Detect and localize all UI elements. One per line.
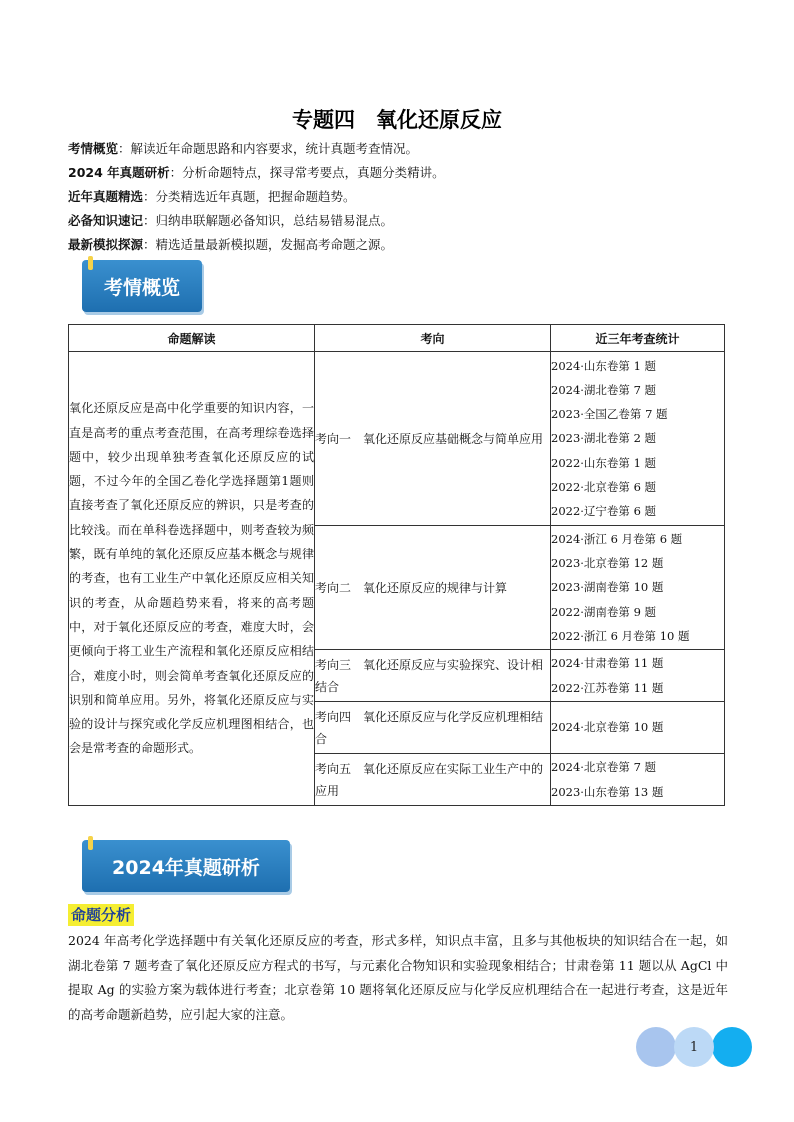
- exam-stats-table: [68, 324, 725, 806]
- analysis-paragraph: 2024 年高考化学选择题中有关氧化还原反应的考查，形式多样，知识点丰富，且多与其他板块的知识结合在一起，如湖北卷第 7 题考查了氧化还原反应方程式的书写，与元素化合物知识和实验现象相结合；甘肃卷第 11 题以从 AgCl 中提取 Ag 的实验方案为载体进行考查；北京卷第 10 题将氧化还原反应与化学反应机理结合在一起进行考查，这是近年的高考命题新趋势，应引起大家的注意。: [68, 933, 728, 1022]
- intro-key: 最新模拟探源: [68, 237, 144, 252]
- refs-cell: [551, 352, 725, 526]
- overview-banner-label: 考情概览: [103, 276, 180, 299]
- ref-item: 2023·北京卷第 12 题: [551, 556, 664, 571]
- refs-cell: [551, 754, 725, 806]
- page-number: 1: [674, 1027, 714, 1067]
- table-row: [69, 352, 725, 526]
- intro-item: [68, 161, 728, 185]
- ref-item: 2024·甘肃卷第 11 题: [551, 656, 664, 671]
- ref-item: 2023·湖北卷第 2 题: [551, 431, 657, 446]
- intro-key: 必备知识速记: [68, 213, 144, 228]
- intro-key: 2024 年真题研析: [68, 165, 170, 180]
- ref-item: 2022·江苏卷第 11 题: [551, 680, 664, 695]
- direction-cell: 考向一 氧化还原反应基础概念与简单应用: [315, 352, 551, 526]
- page-title: 专题四 氧化还原反应: [292, 108, 502, 132]
- decorative-circle: [712, 1027, 752, 1067]
- intro-item: [68, 209, 728, 233]
- ref-item: 2022·浙江 6 月卷第 10 题: [551, 628, 690, 643]
- ref-item: 2022·湖南卷第 9 题: [551, 604, 657, 619]
- ref-item: 2023·山东卷第 13 题: [551, 784, 664, 799]
- header-stats: 近三年考查统计: [551, 325, 725, 352]
- header-direction: 考向: [315, 325, 551, 352]
- ref-item: 2024·北京卷第 10 题: [551, 720, 664, 735]
- page-number-badge: [636, 1027, 752, 1069]
- ref-item: 2022·辽宁卷第 6 题: [551, 504, 657, 518]
- refs-cell: [551, 526, 725, 650]
- overview-banner: [82, 260, 202, 312]
- direction-cell: 考向三 氧化还原反应与实验探究、设计相结合: [315, 650, 551, 702]
- intro-list: [68, 137, 728, 257]
- intro-item: [68, 137, 728, 161]
- ref-item: 2024·山东卷第 1 题: [551, 358, 657, 373]
- interpretation-cell: 氧化还原反应是高中化学重要的知识内容，一直是高考的重点考查范围，在高考理综卷选择题中，较少出现单独考查氧化还原反应的试题，不过今年的全国乙卷化学选择题第1题则直接考查了氧化还原反应的辨识，只是考查的比较浅。而在单科卷选择题中，则考查较为频繁，既有单纯的氧化还原反应基本概念与规律的考查，也有工业生产中氧化还原反应相关知识的考查，从命题趋势来看，将来的高考题中，对于氧化还原反应的考查，难度大时，会更倾向于将工业生产流程和氧化还原反应相结合，难度小时，则会简单考查氧化还原反应的识别和简单应用。另外，将氧化还原反应与实验的设计与探究或化学反应机理图相结合，也会是常考查的命题形式。: [69, 352, 315, 806]
- intro-text: ：归纳串联解题必备知识，总结易错易混点。: [143, 213, 394, 228]
- intro-text: ：精选适量最新模拟题，发掘高考命题之源。: [143, 237, 394, 252]
- intro-text: ：分类精选近年真题，把握命题趋势。: [143, 189, 356, 204]
- intro-key: 近年真题精选: [68, 189, 144, 204]
- section-heading: 命题分析: [68, 904, 134, 926]
- intro-item: [68, 185, 728, 209]
- direction-cell: 考向二 氧化还原反应的规律与计算: [315, 526, 551, 650]
- direction-cell: 考向四 氧化还原反应与化学反应机理相结合: [315, 702, 551, 754]
- analysis-banner: [82, 840, 290, 892]
- intro-text: ：解读近年命题思路和内容要求，统计真题考查情况。: [118, 141, 419, 156]
- refs-cell: [551, 650, 725, 702]
- ref-item: 2024·湖北卷第 7 题: [551, 382, 657, 397]
- ref-item: 2023·全国乙卷第 7 题: [551, 407, 668, 422]
- decorative-circle: [636, 1027, 676, 1067]
- analysis-banner-label: 2024年真题研析: [112, 856, 260, 879]
- ref-item: 2024·浙江 6 月卷第 6 题: [551, 531, 683, 546]
- ref-item: 2024·北京卷第 7 题: [551, 760, 657, 775]
- intro-key: 考情概览: [68, 141, 119, 156]
- intro-item: [68, 233, 728, 257]
- ref-item: 2022·山东卷第 1 题: [551, 455, 657, 470]
- direction-cell: 考向五 氧化还原反应在实际工业生产中的应用: [315, 754, 551, 806]
- ref-item: 2022·北京卷第 6 题: [551, 479, 657, 494]
- table-header-row: [69, 325, 725, 352]
- banner-tab-decoration: [88, 836, 93, 850]
- ref-item: 2023·湖南卷第 10 题: [551, 580, 664, 595]
- intro-text: ：分析命题特点，探寻常考要点，真题分类精讲。: [169, 165, 445, 180]
- header-interpretation: 命题解读: [69, 325, 315, 352]
- banner-tab-decoration: [88, 256, 93, 270]
- refs-cell: [551, 702, 725, 754]
